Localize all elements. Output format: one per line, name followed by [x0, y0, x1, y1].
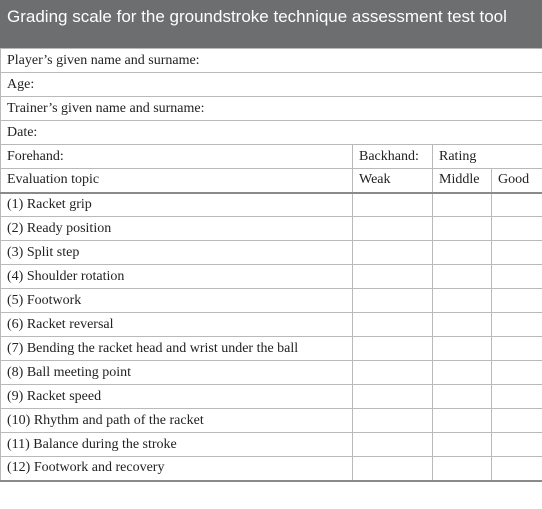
good-header: Good — [492, 169, 542, 193]
rating-cell-weak[interactable] — [353, 409, 433, 433]
rating-cell-middle[interactable] — [433, 313, 492, 337]
rating-cell-good[interactable] — [492, 313, 542, 337]
rating-cell-weak[interactable] — [353, 433, 433, 457]
info-row-date — [1, 121, 542, 145]
age-field[interactable]: Age: — [1, 73, 542, 97]
evaluation-topic-cell: (4) Shoulder rotation — [1, 265, 353, 289]
evaluation-topic-cell: (8) Ball meeting point — [1, 361, 353, 385]
rating-cell-weak[interactable] — [353, 241, 433, 265]
rating-cell-middle[interactable] — [433, 241, 492, 265]
rating-cell-good[interactable] — [492, 289, 542, 313]
rating-cell-good[interactable] — [492, 409, 542, 433]
rating-cell-good[interactable] — [492, 265, 542, 289]
rating-cell-good[interactable] — [492, 385, 542, 409]
rating-cell-middle[interactable] — [433, 433, 492, 457]
rating-cell-weak[interactable] — [353, 385, 433, 409]
evaluation-topic-cell: (6) Racket reversal — [1, 313, 353, 337]
table-row — [1, 313, 542, 337]
rating-cell-middle[interactable] — [433, 409, 492, 433]
rating-cell-weak[interactable] — [353, 193, 433, 217]
rating-cell-weak[interactable] — [353, 457, 433, 481]
rating-cell-good[interactable] — [492, 361, 542, 385]
info-row-age — [1, 73, 542, 97]
evaluation-topic-cell: (7) Bending the racket head and wrist under the ball — [1, 337, 353, 361]
rating-cell-middle[interactable] — [433, 385, 492, 409]
rating-cell-weak[interactable] — [353, 265, 433, 289]
evaluation-topic-cell: (2) Ready position — [1, 217, 353, 241]
rating-cell-good[interactable] — [492, 433, 542, 457]
rating-cell-weak[interactable] — [353, 217, 433, 241]
rating-cell-weak[interactable] — [353, 337, 433, 361]
table-title: Grading scale for the groundstroke technique assessment test tool — [0, 0, 542, 48]
player-name-field[interactable]: Player’s given name and surname: — [1, 49, 542, 73]
rating-cell-middle[interactable] — [433, 337, 492, 361]
rating-cell-middle[interactable] — [433, 361, 492, 385]
evaluation-topic-cell: (12) Footwork and recovery — [1, 457, 353, 481]
trainer-name-field[interactable]: Trainer’s given name and surname: — [1, 97, 542, 121]
rating-cell-middle[interactable] — [433, 193, 492, 217]
rating-cell-middle[interactable] — [433, 289, 492, 313]
rating-cell-good[interactable] — [492, 193, 542, 217]
evaluation-topic-cell: (5) Footwork — [1, 289, 353, 313]
table-row — [1, 361, 542, 385]
topic-rows — [1, 193, 542, 481]
evaluation-topic-cell: (11) Balance during the stroke — [1, 433, 353, 457]
table-row — [1, 385, 542, 409]
rating-cell-good[interactable] — [492, 241, 542, 265]
rating-header: Rating — [433, 145, 542, 169]
grading-table — [0, 48, 542, 482]
table-row — [1, 217, 542, 241]
rating-cell-good[interactable] — [492, 337, 542, 361]
rating-cell-middle[interactable] — [433, 265, 492, 289]
rating-cell-weak[interactable] — [353, 289, 433, 313]
table-row — [1, 265, 542, 289]
stroke-header-row — [1, 145, 542, 169]
rating-cell-middle[interactable] — [433, 457, 492, 481]
evaluation-topic-cell: (3) Split step — [1, 241, 353, 265]
column-header-row — [1, 169, 542, 193]
rating-cell-weak[interactable] — [353, 361, 433, 385]
evaluation-topic-header: Evaluation topic — [1, 169, 353, 193]
table-row — [1, 409, 542, 433]
rating-cell-weak[interactable] — [353, 313, 433, 337]
table-row — [1, 289, 542, 313]
table-row — [1, 337, 542, 361]
date-field[interactable]: Date: — [1, 121, 542, 145]
weak-header: Weak — [353, 169, 433, 193]
evaluation-topic-cell: (10) Rhythm and path of the racket — [1, 409, 353, 433]
info-row-trainer-name — [1, 97, 542, 121]
rating-cell-middle[interactable] — [433, 217, 492, 241]
table-row — [1, 457, 542, 481]
evaluation-topic-cell: (1) Racket grip — [1, 193, 353, 217]
evaluation-topic-cell: (9) Racket speed — [1, 385, 353, 409]
info-row-player-name — [1, 49, 542, 73]
rating-cell-good[interactable] — [492, 217, 542, 241]
rating-cell-good[interactable] — [492, 457, 542, 481]
table-row — [1, 433, 542, 457]
forehand-field[interactable]: Forehand: — [1, 145, 353, 169]
table-row — [1, 193, 542, 217]
middle-header: Middle — [433, 169, 492, 193]
table-row — [1, 241, 542, 265]
backhand-field[interactable]: Backhand: — [353, 145, 433, 169]
